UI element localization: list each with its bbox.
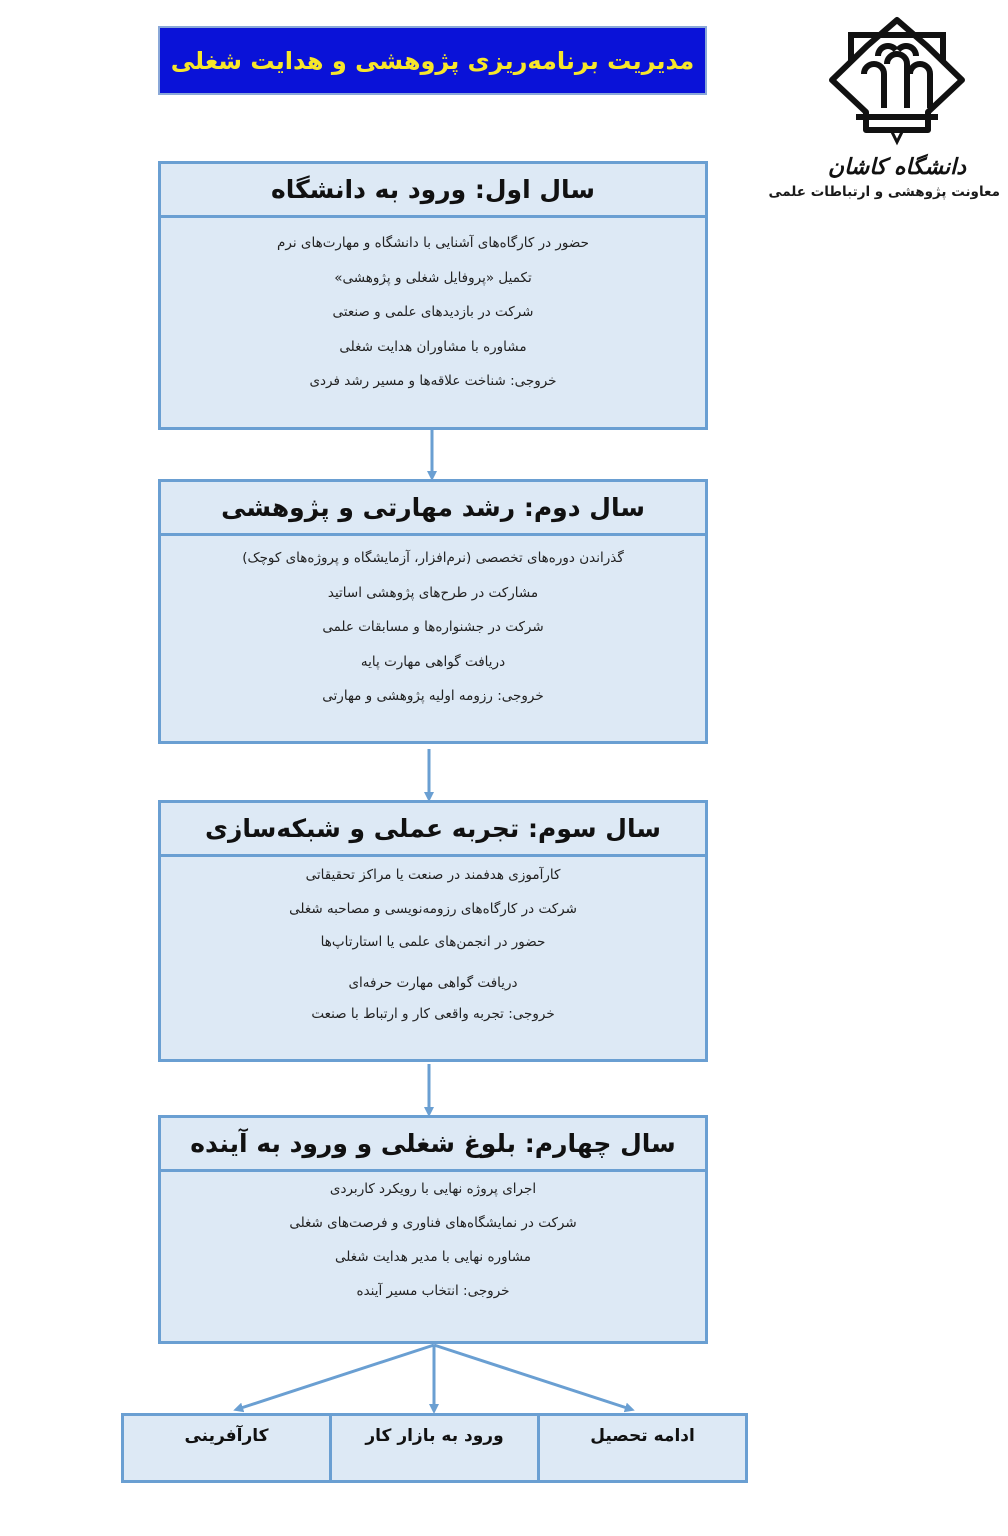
year-4-item: شرکت در نمایشگاه‌های فناوری و فرصت‌های شغلی <box>289 1215 577 1231</box>
logo-office-name: معاونت پژوهشی و ارتباطات علمی <box>768 184 1000 200</box>
year-1-item: شرکت در بازدیدهای علمی و صنعتی <box>332 304 534 320</box>
year-2-item: مشارکت در طرح‌های پژوهشی اساتید <box>327 584 539 601</box>
year-4-output: خروجی: انتخاب مسیر آینده <box>356 1283 510 1299</box>
year-2-item: شرکت در جشنواره‌ها و مسابقات علمی <box>322 619 544 635</box>
year-1-item: مشاوره با مشاوران هدایت شغلی <box>339 338 527 355</box>
year-3-item: کارآموزی هدفمند در صنعت یا مراکز تحقیقاتی <box>305 867 561 883</box>
year-1-item: تکمیل «پروفایل شغلی و پژوهشی» <box>334 269 532 286</box>
outcome-job-market: ورود به بازار کار <box>329 1416 537 1480</box>
year-3-item: دریافت گواهی مهارت حرفه‌ای <box>348 974 518 991</box>
year-2-heading: سال دوم: رشد مهارتی و پژوهشی <box>161 482 705 536</box>
year-1-output: خروجی: شناخت علاقه‌ها و مسیر رشد فردی <box>309 373 557 389</box>
arrow-to-entrepreneurship <box>238 1345 434 1409</box>
year-3-heading: سال سوم: تجربه عملی و شبکه‌سازی <box>161 803 705 857</box>
outcomes-row <box>121 1413 748 1483</box>
outcome-further-study: ادامه تحصیل <box>537 1416 745 1480</box>
year-2-item: دریافت گواهی مهارت پایه <box>360 653 506 670</box>
year-3-output: خروجی: تجربه واقعی کار و ارتباط با صنعت <box>311 1006 555 1022</box>
year-3-item: حضور در انجمن‌های علمی یا استارتاپ‌ها <box>320 934 546 950</box>
year-4-item: مشاوره نهایی با مدیر هدایت شغلی <box>335 1249 531 1265</box>
logo-university-name: دانشگاه کاشان <box>827 154 967 180</box>
title-text: مدیریت برنامه‌ریزی پژوهشی و هدایت شغلی <box>170 46 695 75</box>
year-1-item: حضور در کارگاه‌های آشنایی با دانشگاه و مهارت‌های نرم <box>277 235 589 251</box>
year-2-output: خروجی: رزومه اولیه پژوهشی و مهارتی <box>322 688 544 704</box>
year-2-item: گذراندن دوره‌های تخصصی (نرم‌افزار، آزمایشگاه و پروژه‌های کوچک) <box>242 550 624 566</box>
year-3-item: شرکت در کارگاه‌های رزومه‌نویسی و مصاحبه شغلی <box>289 900 577 917</box>
year-4-item: اجرای پروژه نهایی با رویکرد کاربردی <box>329 1181 537 1197</box>
year-4-heading: سال چهارم: بلوغ شغلی و ورود به آینده <box>161 1118 705 1172</box>
arrow-to-further-study <box>434 1345 630 1409</box>
outcome-entrepreneurship: کارآفرینی <box>184 1426 269 1446</box>
year-1-heading: سال اول: ورود به دانشگاه <box>161 164 705 218</box>
